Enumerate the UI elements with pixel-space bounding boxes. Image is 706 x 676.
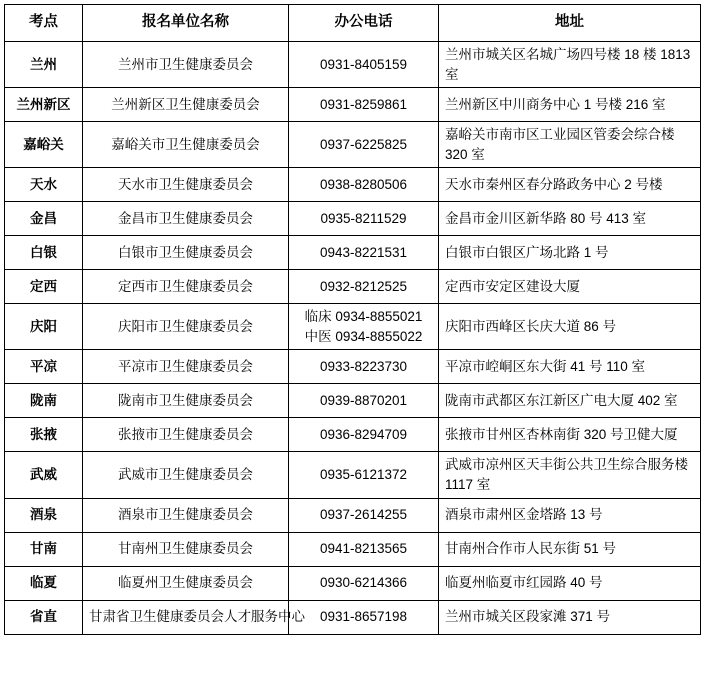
cell-organization: 金昌市卫生健康委员会 bbox=[83, 202, 289, 236]
phone-number: 0935-8211529 bbox=[320, 210, 407, 226]
table-row bbox=[5, 418, 701, 452]
cell-exam-site: 定西 bbox=[5, 270, 83, 304]
cell-organization: 天水市卫生健康委员会 bbox=[83, 168, 289, 202]
cell-office-phone bbox=[289, 270, 439, 304]
cell-address: 兰州市城关区名城广场四号楼 18 楼 1813 室 bbox=[439, 42, 701, 88]
phone-number: 0933-8223730 bbox=[319, 359, 408, 375]
table-row bbox=[5, 452, 701, 498]
table-row bbox=[5, 350, 701, 384]
phone-number: 0938-8280506 bbox=[319, 176, 408, 192]
cell-address: 陇南市武都区东江新区广电大厦 402 室 bbox=[439, 384, 701, 418]
cell-organization: 酒泉市卫生健康委员会 bbox=[83, 498, 289, 532]
phone-number: 0943-8221531 bbox=[319, 244, 408, 260]
cell-office-phone bbox=[289, 600, 439, 634]
cell-office-phone bbox=[289, 42, 439, 88]
phone-number: 中医 0934-8855022 bbox=[304, 328, 423, 344]
cell-office-phone bbox=[289, 168, 439, 202]
cell-exam-site: 武威 bbox=[5, 452, 83, 498]
cell-exam-site: 陇南 bbox=[5, 384, 83, 418]
cell-exam-site: 酒泉 bbox=[5, 498, 83, 532]
cell-address: 酒泉市肃州区金塔路 13 号 bbox=[439, 498, 701, 532]
cell-office-phone bbox=[289, 88, 439, 122]
cell-office-phone bbox=[289, 350, 439, 384]
cell-organization: 白银市卫生健康委员会 bbox=[83, 236, 289, 270]
cell-organization: 甘南州卫生健康委员会 bbox=[83, 532, 289, 566]
phone-number: 0935-6121372 bbox=[319, 467, 408, 483]
cell-organization: 平凉市卫生健康委员会 bbox=[83, 350, 289, 384]
cell-exam-site: 兰州新区 bbox=[5, 88, 83, 122]
column-header-address: 地址 bbox=[439, 5, 701, 42]
cell-exam-site: 天水 bbox=[5, 168, 83, 202]
table-row bbox=[5, 236, 701, 270]
table-row bbox=[5, 270, 701, 304]
cell-address: 兰州新区中川商务中心 1 号楼 216 室 bbox=[439, 88, 701, 122]
cell-exam-site: 嘉峪关 bbox=[5, 122, 83, 168]
table-row bbox=[5, 202, 701, 236]
column-header-organization: 报名单位名称 bbox=[83, 5, 289, 42]
table-row bbox=[5, 168, 701, 202]
phone-number: 0936-8294709 bbox=[319, 427, 408, 443]
phone-number: 0932-8212525 bbox=[319, 278, 408, 294]
cell-address: 平凉市崆峒区东大街 41 号 110 室 bbox=[439, 350, 701, 384]
column-header-office-phone: 办公电话 bbox=[289, 5, 439, 42]
table-row bbox=[5, 498, 701, 532]
cell-address: 临夏州临夏市红园路 40 号 bbox=[439, 566, 701, 600]
cell-office-phone bbox=[289, 236, 439, 270]
phone-number: 0931-8259861 bbox=[319, 96, 408, 112]
cell-organization: 临夏州卫生健康委员会 bbox=[83, 566, 289, 600]
cell-office-phone bbox=[289, 418, 439, 452]
cell-address: 武威市凉州区天丰街公共卫生综合服务楼 1117 室 bbox=[439, 452, 701, 498]
table-row bbox=[5, 384, 701, 418]
cell-address: 庆阳市西峰区长庆大道 86 号 bbox=[439, 304, 701, 350]
cell-office-phone bbox=[289, 304, 439, 350]
cell-exam-site: 庆阳 bbox=[5, 304, 83, 350]
cell-office-phone bbox=[289, 452, 439, 498]
table-row bbox=[5, 304, 701, 350]
cell-office-phone bbox=[289, 498, 439, 532]
cell-exam-site: 平凉 bbox=[5, 350, 83, 384]
cell-exam-site: 甘南 bbox=[5, 532, 83, 566]
cell-organization: 嘉峪关市卫生健康委员会 bbox=[83, 122, 289, 168]
cell-exam-site: 临夏 bbox=[5, 566, 83, 600]
cell-office-phone bbox=[289, 566, 439, 600]
cell-exam-site: 白银 bbox=[5, 236, 83, 270]
phone-number: 0937-2614255 bbox=[319, 507, 408, 523]
cell-exam-site: 省直 bbox=[5, 600, 83, 634]
cell-address: 甘南州合作市人民东街 51 号 bbox=[439, 532, 701, 566]
cell-address: 嘉峪关市南市区工业园区管委会综合楼 320 室 bbox=[439, 122, 701, 168]
cell-organization: 兰州新区卫生健康委员会 bbox=[83, 88, 289, 122]
table-row bbox=[5, 88, 701, 122]
cell-exam-site: 兰州 bbox=[5, 42, 83, 88]
cell-address: 白银市白银区广场北路 1 号 bbox=[439, 236, 701, 270]
table-header-row bbox=[5, 5, 701, 42]
cell-office-phone bbox=[289, 122, 439, 168]
cell-organization: 定西市卫生健康委员会 bbox=[83, 270, 289, 304]
table-row bbox=[5, 122, 701, 168]
table-row bbox=[5, 566, 701, 600]
phone-number: 0931-8405159 bbox=[319, 56, 408, 72]
cell-exam-site: 金昌 bbox=[5, 202, 83, 236]
phone-number: 0939-8870201 bbox=[319, 393, 408, 409]
cell-organization: 庆阳市卫生健康委员会 bbox=[83, 304, 289, 350]
cell-address: 金昌市金川区新华路 80 号 413 室 bbox=[439, 202, 701, 236]
table-row bbox=[5, 532, 701, 566]
table-row bbox=[5, 42, 701, 88]
registration-units-table bbox=[4, 4, 701, 635]
cell-organization: 张掖市卫生健康委员会 bbox=[83, 418, 289, 452]
cell-organization: 陇南市卫生健康委员会 bbox=[83, 384, 289, 418]
cell-address: 张掖市甘州区杏林南街 320 号卫健大厦 bbox=[439, 418, 701, 452]
phone-number: 临床 0934-8855021 bbox=[304, 309, 423, 325]
table-header bbox=[5, 5, 701, 42]
cell-address: 定西市安定区建设大厦 bbox=[439, 270, 701, 304]
cell-address: 天水市秦州区春分路政务中心 2 号楼 bbox=[439, 168, 701, 202]
cell-office-phone bbox=[289, 384, 439, 418]
phone-number: 0931-8657198 bbox=[319, 609, 408, 625]
cell-organization: 兰州市卫生健康委员会 bbox=[83, 42, 289, 88]
cell-organization: 武威市卫生健康委员会 bbox=[83, 452, 289, 498]
column-header-exam-site: 考点 bbox=[5, 5, 83, 42]
cell-exam-site: 张掖 bbox=[5, 418, 83, 452]
cell-address: 兰州市城关区段家滩 371 号 bbox=[439, 600, 701, 634]
table-body bbox=[5, 42, 701, 635]
phone-number: 0937-6225825 bbox=[319, 136, 408, 152]
cell-office-phone bbox=[289, 202, 439, 236]
table-row bbox=[5, 600, 701, 634]
phone-number: 0930-6214366 bbox=[319, 575, 408, 591]
cell-organization: 甘肃省卫生健康委员会人才服务中心 bbox=[83, 600, 289, 634]
cell-office-phone bbox=[289, 532, 439, 566]
phone-number: 0941-8213565 bbox=[319, 541, 408, 557]
